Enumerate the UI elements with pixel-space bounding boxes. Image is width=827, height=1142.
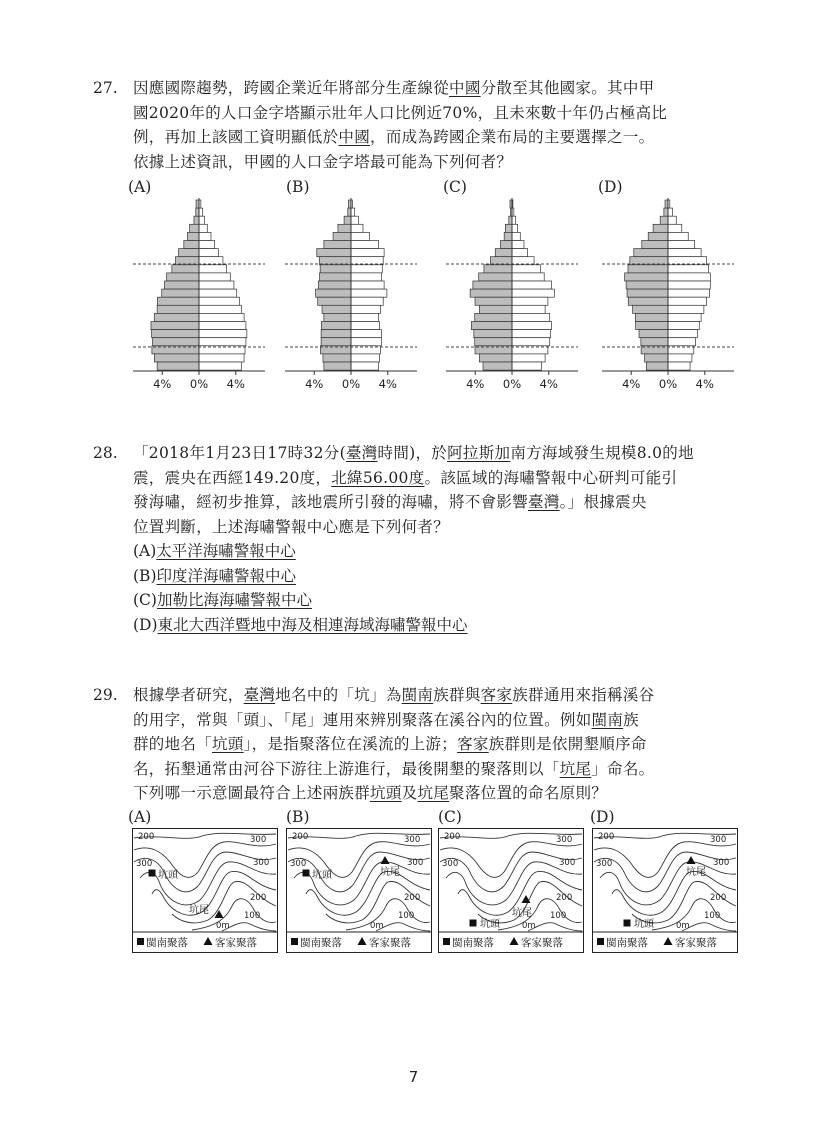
legend-square-icon (137, 938, 144, 945)
female-bar (199, 305, 241, 313)
female-bar (512, 305, 545, 313)
male-bar (479, 305, 512, 313)
male-bar (320, 265, 351, 273)
male-bar (627, 289, 668, 297)
female-bar (351, 216, 358, 224)
female-bar (351, 241, 379, 249)
male-bar (157, 305, 199, 313)
map-b-label: (B) (286, 808, 310, 826)
contour-label-300: 300 (556, 835, 573, 845)
male-bar (634, 249, 668, 257)
option-a[interactable]: (A)太平洋海嘯警報中心 (133, 542, 296, 560)
male-bar (645, 354, 668, 362)
x-tick-label: 4% (305, 377, 324, 391)
map-d-label: (D) (590, 808, 615, 826)
place-label-head: 坑頭 (634, 919, 654, 930)
legend-hakka: 客家聚落 (521, 937, 563, 949)
place-label-tail: 坑尾 (189, 905, 209, 916)
place-label-tail: 坑尾 (380, 867, 400, 878)
male-bar (324, 362, 351, 370)
male-bar (475, 313, 512, 321)
male-bar (479, 354, 512, 362)
pyramid-a (133, 198, 265, 391)
female-bar (512, 241, 524, 249)
male-bar (172, 265, 199, 273)
female-bar (668, 216, 676, 224)
male-bar (653, 224, 668, 232)
female-bar (199, 330, 247, 338)
male-bar (151, 322, 199, 330)
contour-label-200: 200 (556, 893, 573, 903)
place-label-head: 坑頭 (158, 870, 178, 881)
male-bar (505, 224, 512, 232)
contour-maps (0, 828, 827, 958)
contour-label-200: 200 (444, 832, 461, 842)
male-bar (318, 281, 351, 289)
legend-hakka: 客家聚落 (675, 937, 717, 949)
x-tick-label: 4% (466, 377, 485, 391)
female-bar (512, 297, 548, 305)
contour-label-300: 300 (596, 859, 613, 869)
female-bar (512, 273, 544, 281)
male-bar (165, 281, 200, 289)
male-bar (625, 273, 668, 281)
female-bar (199, 313, 244, 321)
legend-minnan: 閩南聚落 (146, 937, 188, 949)
male-bar (188, 232, 200, 240)
female-bar (668, 241, 695, 249)
male-bar (473, 281, 512, 289)
female-bar (351, 232, 369, 240)
female-bar (351, 208, 355, 216)
female-bar (351, 330, 381, 338)
male-bar (479, 273, 512, 281)
pyramid-c (446, 198, 578, 391)
male-bar (639, 330, 668, 338)
female-bar (512, 330, 551, 338)
male-bar (324, 241, 351, 249)
female-bar (351, 297, 383, 305)
female-bar (199, 322, 246, 330)
contour-label-100: 100 (550, 911, 567, 921)
minnan-settlement-marker (303, 870, 310, 877)
male-bar (648, 232, 668, 240)
male-bar (470, 289, 512, 297)
contour-label-0m: 0m (522, 921, 536, 931)
female-bar (351, 281, 384, 289)
pyramid-b (285, 198, 417, 391)
option-c[interactable]: (C)加勒比海海嘯警報中心 (133, 591, 312, 609)
male-bar (184, 241, 199, 249)
option-c-label: (C) (443, 178, 467, 196)
female-bar (351, 362, 379, 370)
female-bar (668, 322, 699, 330)
female-bar (668, 289, 709, 297)
female-bar (199, 265, 227, 273)
male-bar (179, 249, 199, 257)
male-bar (338, 224, 351, 232)
female-bar (199, 362, 241, 370)
female-bar (512, 322, 552, 330)
male-bar (321, 338, 351, 346)
female-bar (512, 224, 518, 232)
male-bar (626, 281, 668, 289)
contour-label-200: 200 (250, 893, 267, 903)
female-bar (199, 216, 205, 224)
female-bar (668, 313, 701, 321)
question-text: 因應國際趨勢，跨國企業近年將部分生產線從中國分散至其他國家。其中甲 國2020年的人口金字塔顯示壯年人口比例近70%，且未來數十年仍占極高比 例，再加上該國工資明顯低於中國，而成為跨國企業布局的主要選擇之一。 依據上述資訊，甲國的人口金字塔最可能為下列何者？ (133, 79, 668, 171)
contour-label-300: 300 (250, 835, 267, 845)
male-bar (660, 216, 668, 224)
male-bar (633, 305, 668, 313)
female-bar (199, 281, 234, 289)
male-bar (628, 297, 668, 305)
male-bar (154, 313, 199, 321)
contour-map-d (592, 829, 738, 953)
x-tick-label: 4% (226, 377, 245, 391)
legend-square-icon (443, 938, 450, 945)
female-bar (351, 224, 363, 232)
legend-square-icon (291, 938, 298, 945)
x-tick-label: 0% (658, 377, 678, 391)
question-number: 28. (93, 444, 118, 462)
contour-label-200: 200 (138, 832, 155, 842)
contour-label-300: 300 (559, 858, 576, 868)
female-bar (351, 249, 384, 257)
legend-hakka: 客家聚落 (369, 937, 411, 949)
male-bar (162, 289, 199, 297)
x-tick-label: 0% (341, 377, 361, 391)
male-bar (317, 249, 351, 257)
map-a-label: (A) (128, 808, 152, 826)
question-number: 27. (93, 79, 118, 97)
page-number: 7 (408, 1068, 419, 1086)
female-bar (668, 362, 690, 370)
x-tick-label: 4% (695, 377, 714, 391)
male-bar (167, 273, 199, 281)
male-bar (321, 322, 351, 330)
female-bar (199, 289, 237, 297)
female-bar (668, 354, 692, 362)
option-d[interactable]: (D)東北大西洋暨地中海及相連海域海嘯警報中心 (133, 615, 468, 634)
contour-label-100: 100 (244, 911, 261, 921)
contour-label-200: 200 (404, 893, 421, 903)
female-bar (668, 265, 708, 273)
population-pyramids (0, 0, 827, 420)
contour-label-300: 300 (710, 835, 727, 845)
female-bar (668, 224, 682, 232)
female-bar (199, 208, 203, 216)
female-bar (668, 232, 688, 240)
female-bar (351, 322, 380, 330)
x-tick-label: 0% (189, 377, 209, 391)
female-bar (351, 289, 387, 297)
x-tick-label: 0% (502, 377, 522, 391)
map-c-label: (C) (438, 808, 462, 826)
female-bar (351, 265, 382, 273)
male-bar (324, 313, 351, 321)
male-bar (471, 322, 512, 330)
male-bar (483, 362, 512, 370)
male-bar (646, 362, 668, 370)
male-bar (501, 241, 513, 249)
female-bar (512, 362, 541, 370)
female-bar (512, 289, 554, 297)
question-28 (93, 441, 753, 637)
female-bar (199, 354, 244, 362)
female-bar (668, 281, 710, 289)
female-bar (512, 354, 545, 362)
female-bar (512, 265, 541, 273)
male-bar (642, 241, 668, 249)
contour-label-300: 300 (253, 858, 270, 868)
question-number: 29. (93, 686, 118, 704)
female-bar (512, 216, 516, 224)
contour-label-300: 300 (713, 858, 730, 868)
female-bar (199, 273, 230, 281)
female-bar (668, 249, 701, 257)
female-bar (512, 249, 528, 257)
male-bar (318, 297, 351, 305)
contour-map-a (132, 829, 278, 953)
contour-label-100: 100 (398, 911, 415, 921)
option-d-label: (D) (598, 178, 623, 196)
contour-label-200: 200 (710, 893, 727, 903)
female-bar (512, 232, 520, 240)
place-label-head: 坑頭 (480, 919, 500, 930)
male-bar (628, 265, 668, 273)
contour-label-300: 300 (442, 859, 459, 869)
female-bar (199, 297, 239, 305)
contour-label-0m: 0m (676, 921, 690, 931)
option-b-label: (B) (286, 178, 310, 196)
minnan-settlement-marker (470, 920, 477, 927)
male-bar (194, 216, 199, 224)
legend-square-icon (597, 938, 604, 945)
contour-map-b (286, 829, 432, 953)
male-bar (333, 232, 351, 240)
male-bar (320, 273, 351, 281)
x-tick-label: 4% (622, 377, 641, 391)
x-tick-label: 4% (378, 377, 397, 391)
contour-label-100: 100 (704, 911, 721, 921)
male-bar (484, 265, 512, 273)
female-bar (668, 305, 704, 313)
minnan-settlement-marker (624, 920, 631, 927)
legend-minnan: 閩南聚落 (452, 937, 494, 949)
male-bar (344, 216, 351, 224)
male-bar (474, 330, 512, 338)
question-29 (93, 683, 753, 806)
male-bar (157, 362, 199, 370)
male-bar (664, 208, 668, 216)
contour-label-0m: 0m (216, 921, 230, 931)
female-bar (199, 338, 246, 346)
male-bar (153, 338, 199, 346)
contour-label-200: 200 (598, 832, 615, 842)
female-bar (668, 273, 710, 281)
male-bar (322, 305, 351, 313)
option-a-label: (A) (128, 178, 152, 196)
female-bar (512, 338, 550, 346)
female-bar (199, 241, 215, 249)
contour-label-300: 300 (290, 859, 307, 869)
contour-map-c (438, 829, 584, 953)
contour-label-300: 300 (404, 835, 421, 845)
option-b[interactable]: (B)印度洋海嘯警報中心 (133, 566, 297, 585)
place-label-tail: 坑尾 (686, 867, 706, 878)
x-tick-label: 4% (539, 377, 558, 391)
contour-label-0m: 0m (370, 921, 384, 931)
female-bar (351, 338, 381, 346)
male-bar (636, 322, 668, 330)
female-bar (351, 273, 381, 281)
pyramid-d (602, 198, 734, 391)
male-bar (475, 297, 512, 305)
female-bar (351, 305, 380, 313)
male-bar (495, 249, 512, 257)
female-bar (199, 249, 218, 257)
male-bar (190, 224, 199, 232)
female-bar (351, 354, 380, 362)
male-bar (475, 338, 512, 346)
female-bar (668, 208, 673, 216)
contour-label-300: 300 (136, 859, 153, 869)
male-bar (157, 297, 199, 305)
legend-minnan: 閩南聚落 (300, 937, 342, 949)
female-bar (199, 224, 207, 232)
male-bar (316, 289, 351, 297)
female-bar (512, 281, 552, 289)
male-bar (635, 313, 668, 321)
female-bar (351, 313, 379, 321)
question-text: 「2018年1月23日17時32分(臺灣時間)，於阿拉斯加南方海域發生規模8.0的地 震，震央在西經149.20度，北緯56.00度。該區域的海嘯警報中心研判可能引 發海嘯，經初步推算，該地震所引發的海嘯，將不會影響臺灣。」根據震央 位置判斷，上述海嘯警報中心應是下列何者？ (133, 444, 694, 536)
male-bar (641, 338, 668, 346)
male-bar (504, 232, 512, 240)
female-bar (512, 313, 550, 321)
legend-minnan: 閩南聚落 (606, 937, 648, 949)
x-tick-label: 4% (153, 377, 172, 391)
female-bar (668, 297, 707, 305)
female-bar (199, 232, 211, 240)
male-bar (154, 354, 199, 362)
contour-label-300: 300 (407, 858, 424, 868)
contour-label-200: 200 (292, 832, 309, 842)
place-label-tail: 坑尾 (512, 908, 532, 919)
male-bar (321, 330, 351, 338)
legend-hakka: 客家聚落 (215, 937, 257, 949)
question-text: 根據學者研究，臺灣地名中的「坑」為閩南族群與客家族群通用來指稱溪谷 的用字，常與「頭」、「尾」連用來辨別聚落在溪谷內的位置。例如閩南族 群的地名「坑頭」，是指聚落位在溪流的上游；客家族群則是依開墾順序命 名，拓墾通常由河谷下游往上游進行，最後開墾的聚落則以「坑尾」命名。 下列哪一示意圖最符合上述兩族群坑頭及坑尾聚落位置的命名原則？ (133, 686, 655, 802)
female-bar (668, 338, 696, 346)
place-label-head: 坑頭 (312, 870, 332, 881)
male-bar (323, 354, 351, 362)
minnan-settlement-marker (149, 870, 156, 877)
female-bar (668, 330, 697, 338)
male-bar (152, 330, 199, 338)
